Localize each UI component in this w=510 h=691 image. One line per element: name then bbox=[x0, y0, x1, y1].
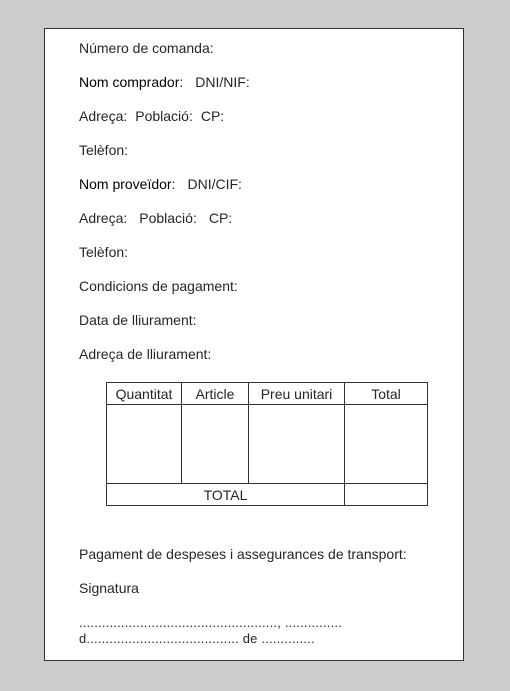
table-row bbox=[107, 405, 428, 484]
header-article: Article bbox=[182, 383, 249, 405]
supplier-id-label: DNI/CIF: bbox=[187, 176, 242, 192]
order-number-label: Número de comanda: bbox=[79, 40, 214, 56]
delivery-address-label: Adreça de lliurament: bbox=[79, 346, 212, 362]
order-form-sheet bbox=[44, 28, 464, 661]
supplier-address-line bbox=[79, 210, 232, 226]
supplier-phone-label: Telèfon: bbox=[79, 244, 129, 260]
quantity-cell[interactable] bbox=[107, 405, 182, 484]
article-cell[interactable] bbox=[182, 405, 249, 484]
supplier-postal-label: CP: bbox=[208, 210, 233, 226]
place-date-line: ...................................................., ............... bbox=[79, 615, 343, 630]
total-value-cell[interactable] bbox=[345, 484, 428, 506]
buyer-postal-label: CP: bbox=[200, 108, 225, 124]
supplier-name-label: Nom proveïdor bbox=[79, 176, 172, 192]
delivery-date-label: Data de lliurament: bbox=[79, 312, 197, 328]
date-line: d........................................ de .............. bbox=[79, 631, 315, 646]
buyer-town-label: Població: bbox=[135, 108, 193, 124]
buyer-phone-label: Telèfon: bbox=[79, 142, 129, 158]
buyer-address-line bbox=[79, 108, 224, 124]
buyer-address-label: Adreça: bbox=[79, 108, 128, 124]
header-total: Total bbox=[345, 383, 428, 405]
unit-price-cell[interactable] bbox=[249, 405, 345, 484]
supplier-town-label: Població: bbox=[139, 210, 197, 226]
header-unit-price: Preu unitari bbox=[249, 383, 345, 405]
payment-terms-label: Condicions de pagament: bbox=[79, 278, 238, 294]
buyer-line bbox=[79, 74, 250, 90]
table-header-row bbox=[107, 383, 428, 405]
supplier-address-label: Adreça: bbox=[79, 210, 128, 226]
supplier-line bbox=[79, 176, 242, 192]
total-label-cell: TOTAL bbox=[107, 484, 345, 506]
signature-label: Signatura bbox=[79, 580, 139, 596]
table-total-row bbox=[107, 484, 428, 506]
header-quantity: Quantitat bbox=[107, 383, 182, 405]
transport-costs-label: Pagament de despeses i assegurances de transport: bbox=[79, 546, 407, 562]
line-total-cell[interactable] bbox=[345, 405, 428, 484]
order-items-table bbox=[106, 382, 428, 506]
supplier-name-suffix: : bbox=[171, 176, 176, 192]
buyer-name-label: Nom comprador bbox=[79, 74, 180, 90]
buyer-id-label: DNI/NIF: bbox=[195, 74, 250, 90]
buyer-name-suffix: : bbox=[179, 74, 184, 90]
